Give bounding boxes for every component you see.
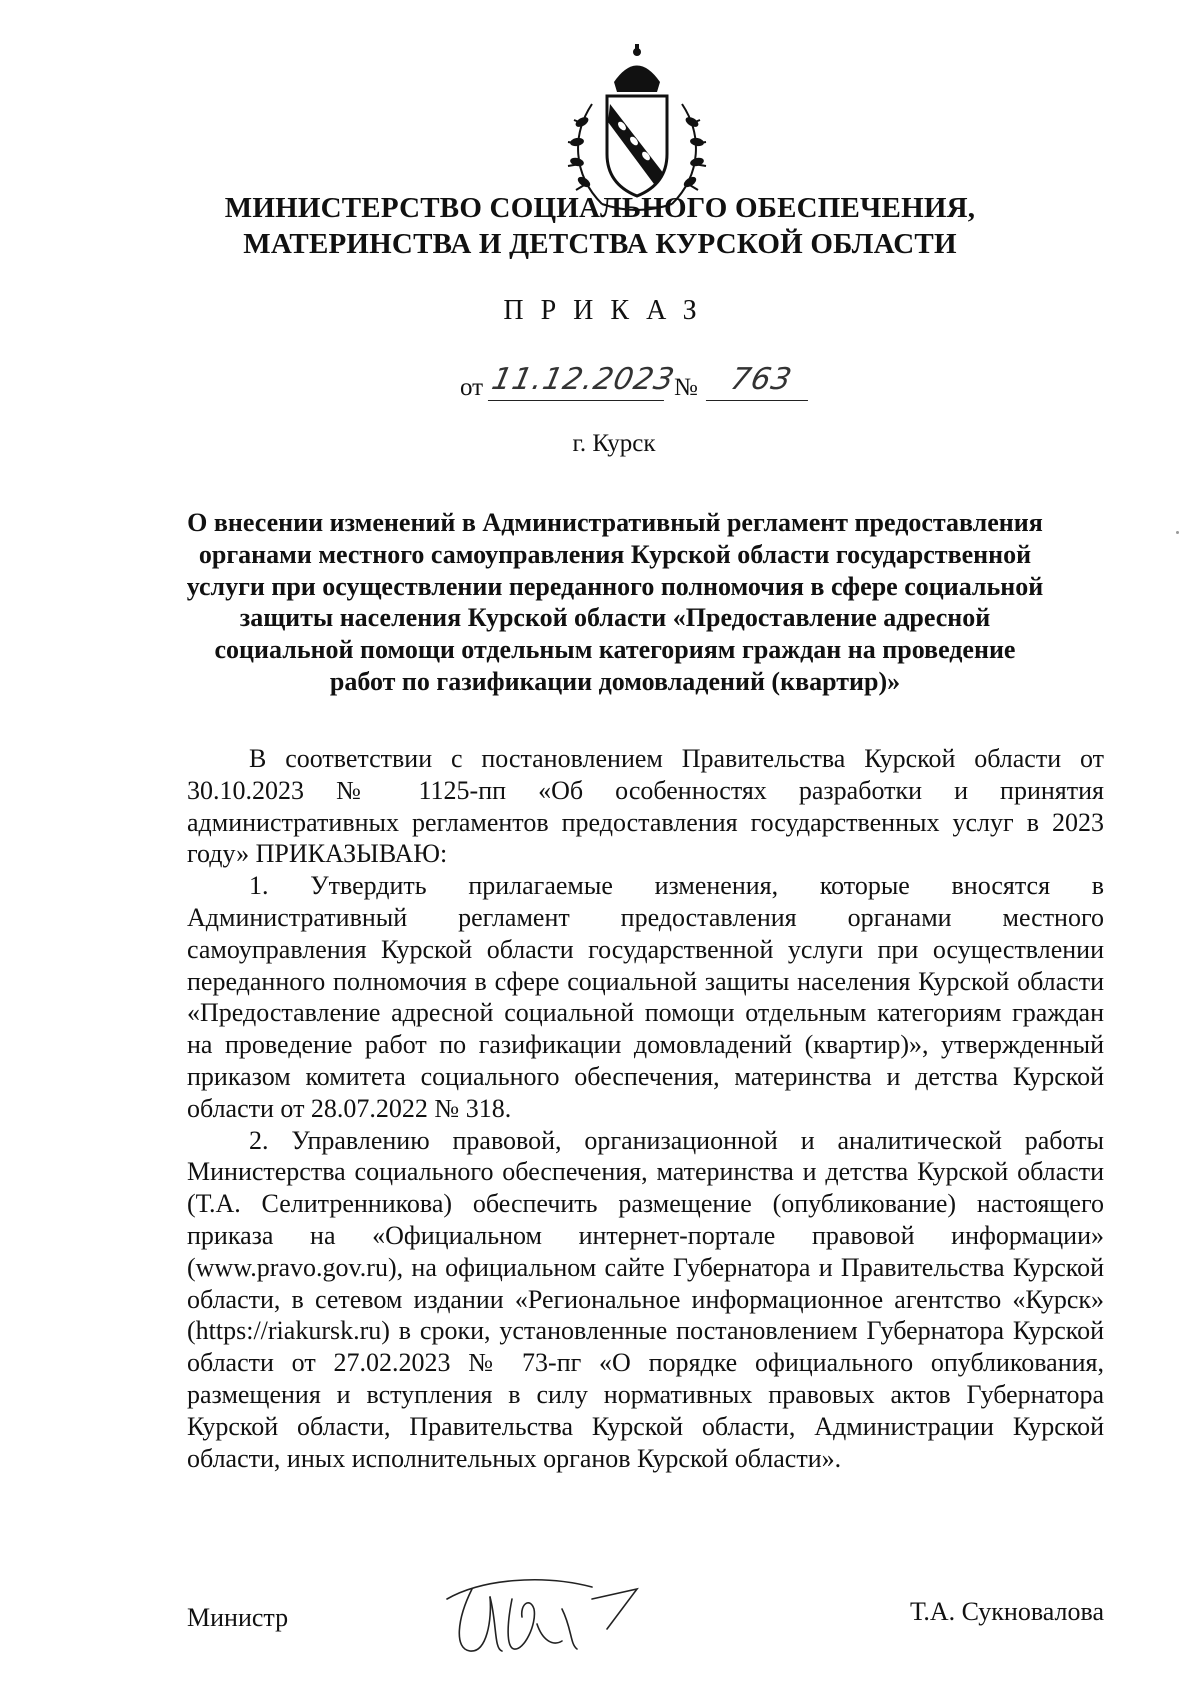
order-number: 763 <box>706 362 816 401</box>
from-label: от <box>460 374 484 401</box>
ministry-name-line2: МАТЕРИНСТВА И ДЕТСТВА КУРСКОЙ ОБЛАСТИ <box>243 228 957 260</box>
signature-block <box>187 1595 1104 1655</box>
city: г. Курск <box>572 430 656 457</box>
document-type-title: ПРИКАЗ <box>503 295 714 326</box>
order-date: 11.12.2023 <box>488 362 672 401</box>
scan-mark <box>1176 531 1179 534</box>
number-label: № <box>674 374 698 401</box>
item-1-paragraph: 1. Утвердить прилагаемые изменения, которые вносятся в Административный регламент предоставления органами местного самоуправления Курской области государственной услуги при осуществлении переданного полномочия в сфере социальной защиты населения Курской области «Предоставление адресной социальной помощи отдельным категориям граждан на проведение работ по газификации домовладений (квартир)», утвержденный приказом комитета социального обеспечения, материнства и детства Курской области от 28.07.2022 № 318. <box>187 871 1104 1123</box>
handwritten-signature-icon <box>442 1569 662 1669</box>
coat-of-arms-icon <box>562 44 712 214</box>
order-date-number-line <box>460 362 820 402</box>
order-subject: О внесении изменений в Административный регламент предоставления органами местного самоуправления Курской области государственной услуги при осуществлении переданного полномочия в сфере социальной защиты населения Курской области «Предоставление адресной социальной помощи отдельным категориям граждан на проведение работ по газификации домовладений (квартир)» <box>186 508 1044 696</box>
ministry-name-line1: МИНИСТЕРСТВО СОЦИАЛЬНОГО ОБЕСПЕЧЕНИЯ, <box>224 192 976 224</box>
order-body <box>187 743 1104 1474</box>
signatory-position: Министр <box>187 1603 289 1632</box>
item-2-paragraph: 2. Управлению правовой, организационной и аналитической работы Министерства социального обеспечения, материнства и детства Курской области (Т.А. Селитренникова) обеспечить размещение (опубликование) настоящего приказа на «Официальном интернет-портале правовой информации» (www.pravo.gov.ru), на официальном сайте Губернатора и Правительства Курской области, в сетевом издании «Региональное информационное агентство «Курск» (https://riakursk.ru) в сроки, установленные постановлением Губернатора Курской области от 27.02.2023 № 73-пг «О порядке официального опубликования, размещения и вступления в силу нормативных правовых актов Губернатора Курской области, Правительства Курской области, Администрации Курской области, иных исполнительных органов Курской области». <box>187 1125 1104 1473</box>
signatory-name: Т.А. Сукновалова <box>910 1597 1104 1626</box>
preamble-paragraph: В соответствии с постановлением Правительства Курской области от 30.10.2023 № 1125-пп «Об особенностях разработки и принятия административных регламентов предоставления государственных услуг в 2023 году» ПРИКАЗЫВАЮ: <box>187 744 1104 869</box>
